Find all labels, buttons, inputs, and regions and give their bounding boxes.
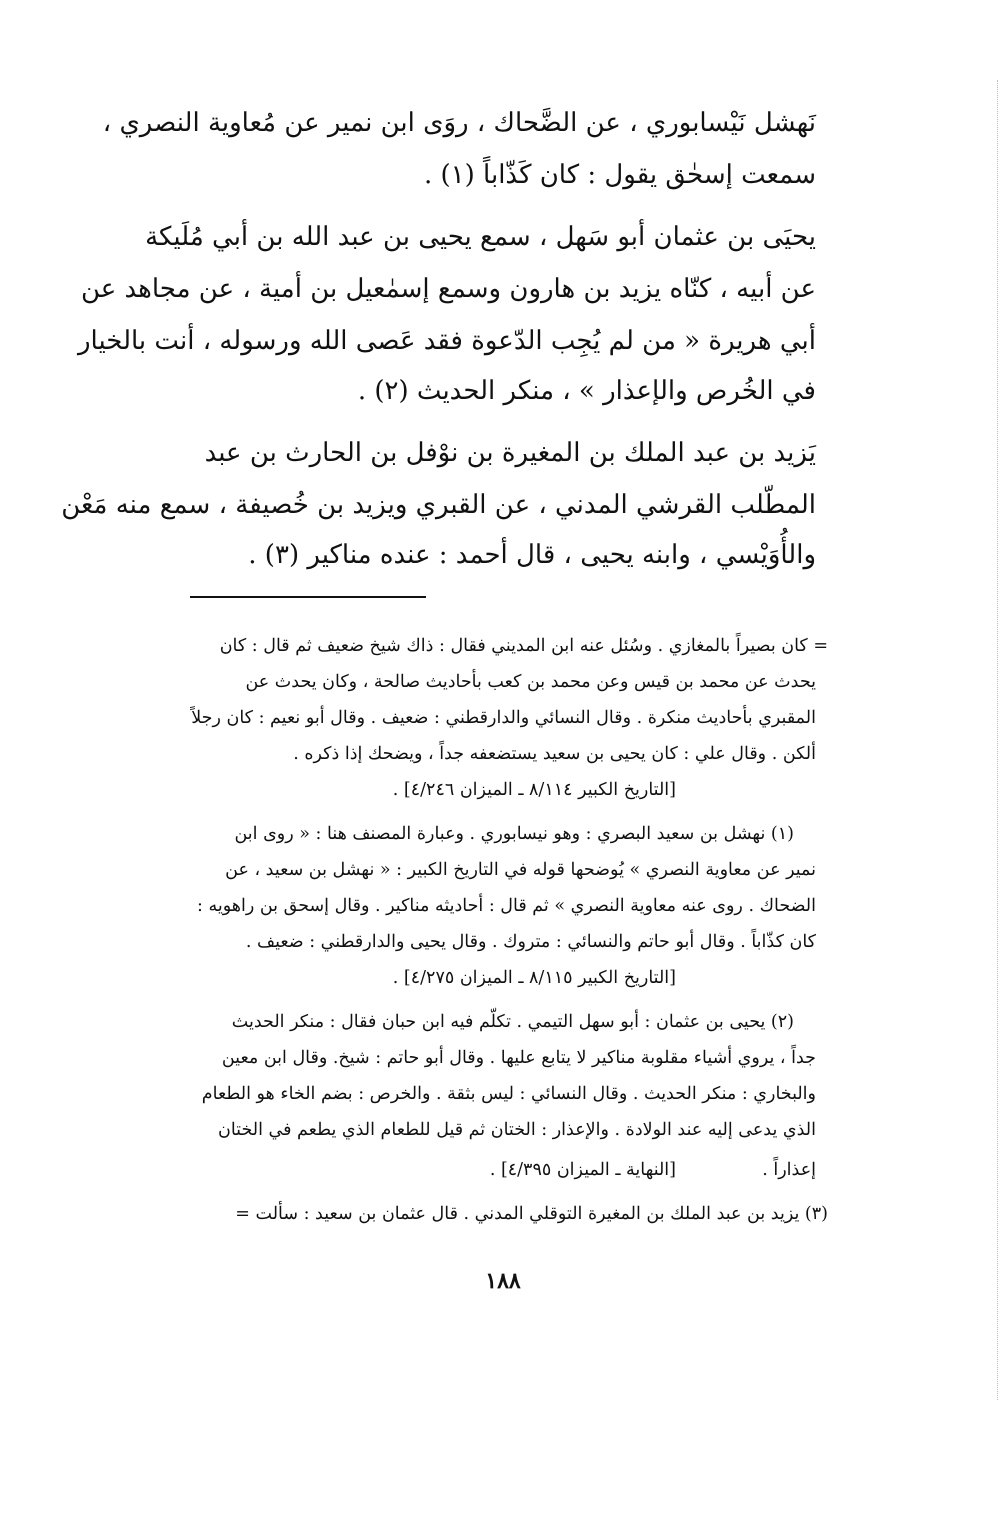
entry-yahya-line-2: عن أبيه ، كنّاه يزيد بن هارون وسمع إسمٰعيل بن أمية ، عن مجاهد عن (80, 274, 816, 304)
footnote-line: يحدث عن محمد بن قيس وعن محمد بن كعب بأحاديث صالحة ، وكان يحدث عن (245, 672, 816, 692)
footnote-separator (190, 596, 426, 598)
entry-yazid-line-1: يَزيد بن عبد الملك بن المغيرة بن نوْفل بن الحارث بن عبد (204, 438, 816, 468)
entry-yahya-line-4: في الخُرص والإعذار » ، منكر الحديث (٢) . (357, 376, 816, 406)
footnote-2-citation: [النهاية ـ الميزان ٤/٣٩٥] . (489, 1160, 676, 1180)
footnote-2-line: الذي يدعى إليه عند الولادة . والإعذار : الختان ثم قيل للطعام الذي يطعم في الختان (218, 1120, 816, 1140)
entry-yahya-line-1: يحيَى بن عثمان أبو سَهل ، سمع يحيى بن عبد الله بن أبي مُلَيكة (145, 222, 816, 252)
footnote-1-citation: [التاريخ الكبير ٨/١١٥ ـ الميزان ٤/٢٧٥] . (392, 968, 676, 988)
entry-yahya-line-3: أبي هريرة « من لم يُجِب الدّعوة فقد عَصى الله ورسوله ، أنت بالخيار (77, 326, 816, 356)
footnote-citation: [التاريخ الكبير ٨/١١٤ ـ الميزان ٤/٢٤٦] . (392, 780, 676, 800)
entry-nahshal-line-2: سمعت إسحٰق يقول : كان كَذّاباً (١) . (423, 160, 816, 190)
footnote-1-line: كان كذّاباً . وقال أبو حاتم والنسائي : متروك . وقال يحيى والدارقطني : ضعيف . (245, 932, 816, 952)
footnote-3-line: (٣) يزيد بن عبد الملك بن المغيرة التوقلي المدني . قال عثمان بن سعيد : سألت = (235, 1204, 828, 1224)
footnote-2-line: والبخاري : منكر الحديث . وقال النسائي : ليس بثقة . والخرص : بضم الخاء هو الطعام (201, 1084, 816, 1104)
page-edge-decoration (995, 80, 998, 1400)
footnote-line: = كان بصيراً بالمغازي . وسُئل عنه ابن المديني فقال : ذاك شيخ ضعيف ثم قال : كان (219, 636, 828, 656)
footnote-line: المقبري بأحاديث منكرة . وقال النسائي والدارقطني : ضعيف . وقال أبو نعيم : كان رجلاً (191, 708, 816, 728)
entry-nahshal-line-1: نَهشل نَيْسابوري ، عن الضَّحاك ، روَى ابن نمير عن مُعاوية النصري ، (102, 108, 816, 138)
footnote-2-line: (٢) يحيى بن عثمان : أبو سهل التيمي . تكلّم فيه ابن حبان فقال : منكر الحديث (231, 1012, 794, 1032)
footnote-2-line: جداً ، يروي أشياء مقلوبة مناكير لا يتابع عليها . وقال أبو حاتم : شيخ. وقال ابن معين (221, 1048, 816, 1068)
entry-yazid-line-2: المطّلب القرشي المدني ، عن القبري ويزيد بن خُصيفة ، سمع منه مَعْن (61, 490, 816, 520)
footnote-2-line-end: إعذاراً . (762, 1160, 816, 1180)
footnote-line: ألكن . وقال علي : كان يحيى بن سعيد يستضعفه جداً ، ويضحك إذا ذكره . (293, 744, 816, 764)
footnote-1-line: (١) نهشل بن سعيد البصري : وهو نيسابوري . وعبارة المصنف هنا : « روى ابن (234, 824, 794, 844)
entry-yazid-line-3: والأُوَيْسي ، وابنه يحيى ، قال أحمد : عنده مناكير (٣) . (248, 540, 816, 570)
footnote-1-line: الضحاك . روى عنه معاوية النصري » ثم قال : أحاديثه مناكير . وقال إسحق بن راهويه : (196, 896, 816, 916)
page-number: ١٨٨ (485, 1268, 521, 1294)
footnote-1-line: نمير عن معاوية النصري » يُوضحها قوله في التاريخ الكبير : « نهشل بن سعيد ، عن (225, 860, 816, 880)
